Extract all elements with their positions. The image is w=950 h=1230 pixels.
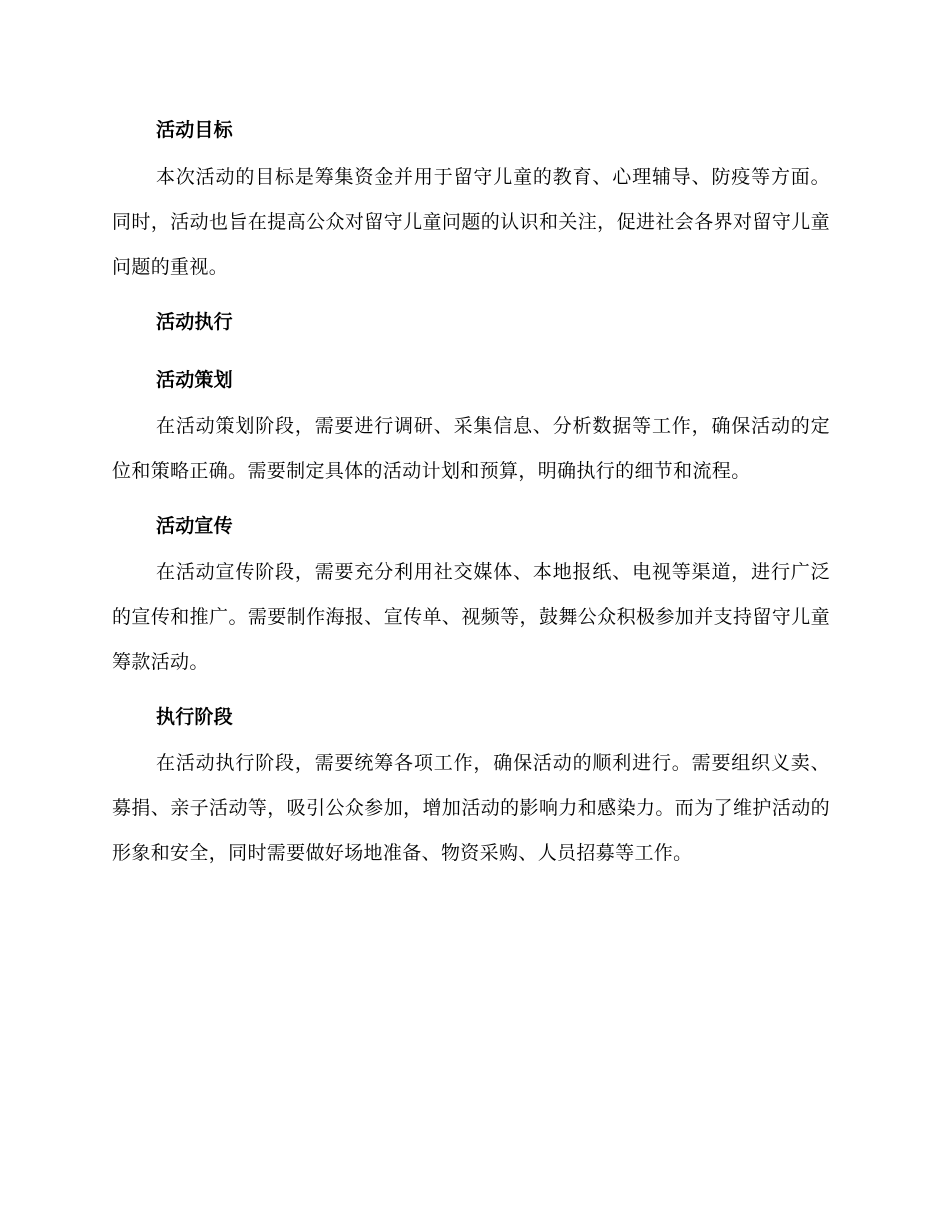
section-heading-activity-goal: 活动目标	[156, 119, 233, 141]
paragraph-execution-phase: 在活动执行阶段，需要统筹各项工作，确保活动的顺利进行。需要组织义卖、募捐、亲子活动等，吸引公众参加，增加活动的影响力和感染力。而为了维护活动的形象和安全，同时需要做好场地准备、物资采购、人员招募等工作。	[112, 752, 830, 864]
section-heading-activity-execution: 活动执行	[156, 311, 233, 333]
section-heading-activity-promotion: 活动宣传	[156, 515, 233, 537]
section-heading-activity-planning: 活动策划	[156, 369, 233, 391]
paragraph-activity-planning: 在活动策划阶段，需要进行调研、采集信息、分析数据等工作，确保活动的定位和策略正确。需要制定具体的活动计划和预算，明确执行的细节和流程。	[112, 415, 830, 482]
paragraph-activity-promotion: 在活动宣传阶段，需要充分利用社交媒体、本地报纸、电视等渠道，进行广泛的宣传和推广。需要制作海报、宣传单、视频等，鼓舞公众积极参加并支持留守儿童筹款活动。	[112, 561, 830, 673]
section-heading-execution-phase: 执行阶段	[156, 706, 233, 728]
paragraph-activity-goal: 本次活动的目标是筹集资金并用于留守儿童的教育、心理辅导、防疫等方面。同时，活动也旨在提高公众对留守儿童问题的认识和关注，促进社会各界对留守儿童问题的重视。	[112, 166, 830, 278]
